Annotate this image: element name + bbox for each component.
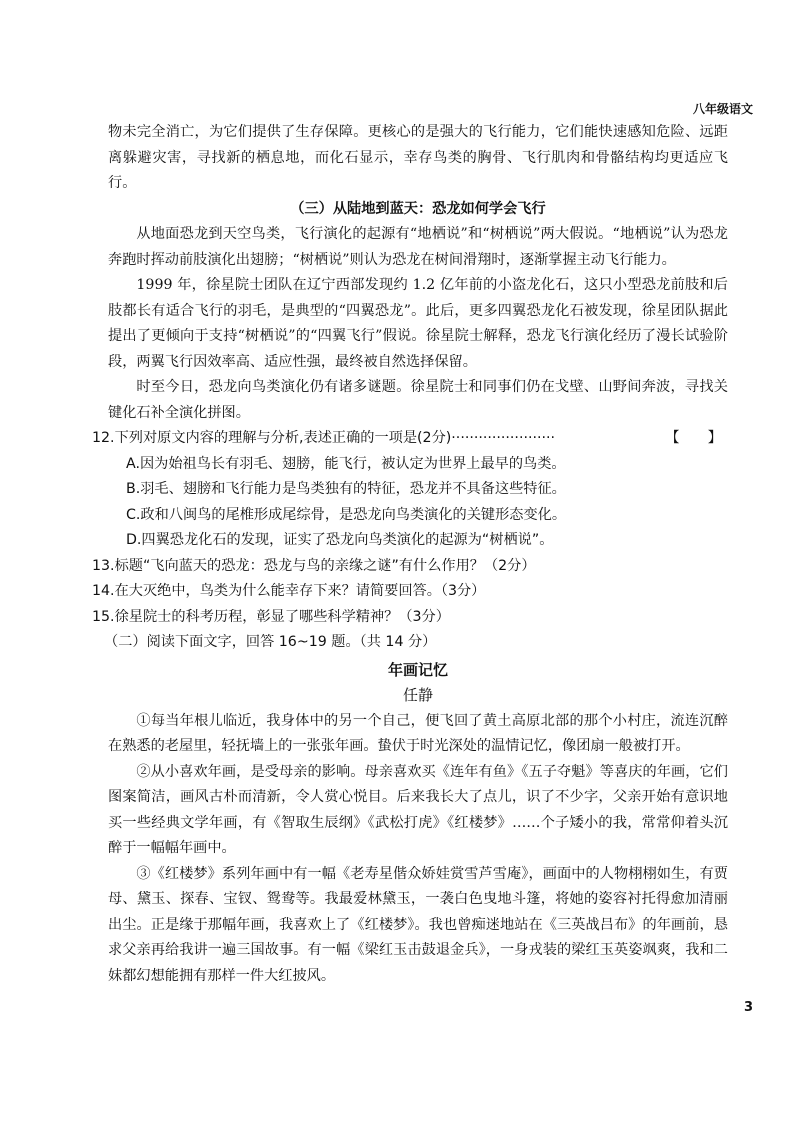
question-14: 14.在大灭绝中，鸟类为什么能幸存下来？请简要回答。（3分） [92, 583, 486, 599]
option-a: A.因为始祖鸟长有羽毛、翅膀，能飞行，被认定为世界上最早的鸟类。 [126, 455, 566, 472]
section-heading: （二）阅读下面文字，回答 16~19 题。（共 14 分） [104, 634, 437, 650]
question-12 [92, 426, 728, 452]
question-15: 15.徐星院士的科考历程，彰显了哪些科学精神？（3分） [92, 608, 450, 625]
paragraph: ①每当年根儿临近，我身体中的另一个自己，便飞回了黄土高原北部的那个小村庄，流连沉醉在熟悉的老屋里，轻抚墙上的一张张年画。蛰伏于时光深处的温情记忆，像团扇一般被打开。 [108, 712, 728, 754]
option-b: B.羽毛、翅膀和飞行能力是鸟类独有的特征，恐龙并不具备这些特征。 [126, 481, 566, 497]
paragraph: 时至今日，恐龙向鸟类演化仍有诸多谜题。徐星院士和同事们仍在戈壁、山野间奔波，寻找关键化石补全演化拼图。 [108, 379, 728, 421]
paragraph: ②从小喜欢年画，是受母亲的影响。母亲喜欢买《连年有鱼》《五子夺魁》等喜庆的年画，它们图案简洁，画风古朴而清新，令人赏心悦目。后来我长大了点儿，识了不少字，父亲开始有意识地买一些经典文学年画，有《智取生辰纲》《武松打虎》《红楼梦》……个子矮小的我，常常仰着头沉醉于一幅幅年画中。 [108, 763, 728, 856]
page-content [92, 120, 728, 989]
sub-heading: （三）从陆地到蓝天：恐龙如何学会飞行 [290, 200, 546, 217]
paragraph: ③《红楼梦》系列年画中有一幅《老寿星偕众娇娃赏雪芦雪庵》，画面中的人物栩栩如生，有贾母、黛玉、探春、宝钗、鸳鸯等。我最爱林黛玉，一袭白色曳地斗篷，将她的姿容衬托得愈加清丽出尘。正是缘于那幅年画，我喜欢上了《红楼梦》。我也曾痴迷地站在《三英战吕布》的年画前，恳求父亲再给我讲一遍三国故事。有一幅《梁红玉击鼓退金兵》，一身戎装的梁红玉英姿飒爽，我和二妹都幻想能拥有那样一件大红披风。 [108, 865, 728, 984]
option-c: C.政和八闽鸟的尾椎形成尾综骨，是恐龙向鸟类演化的关键形态变化。 [126, 506, 567, 523]
paragraph: 从地面恐龙到天空鸟类，飞行演化的起源有“地栖说”和“树栖说”两大假说。“地栖说”认为恐龙奔跑时挥动前肢演化出翅膀；“树栖说”则认为恐龙在树间滑翔时，逐渐掌握主动飞行能力。 [108, 226, 728, 268]
page-number: 3 [743, 1000, 753, 1015]
article-author: 任静 [402, 686, 433, 704]
answer-bracket: 【 】 [665, 430, 722, 446]
paragraph: 1999 年，徐星院士团队在辽宁西部发现约 1.2 亿年前的小盗龙化石，这只小型恐龙前肢和后肢都长有适合飞行的羽毛，是典型的“四翼恐龙”。此后，更多四翼恐龙化石被发现，徐星团队据此提出了更倾向于支持“树栖说”的“四翼飞行”假说。徐星院士解释，恐龙飞行演化经历了漫长试验阶段，两翼飞行因效率高、适应性强，最终被自然选择保留。 [108, 277, 728, 370]
option-d: D.四翼恐龙化石的发现，证实了恐龙向鸟类演化的起源为“树栖说”。 [126, 532, 554, 548]
question-12-text: 12.下列对原文内容的理解与分析,表述正确的一项是(2分)······················· [92, 430, 556, 446]
article-title: 年画记忆 [387, 660, 448, 679]
paragraph-continued: 物未完全消亡，为它们提供了生存保障。更核心的是强大的飞行能力，它们能快速感知危险、远距离躲避灾害，寻找新的栖息地，而化石显示，幸存鸟类的胸骨、飞行肌肉和骨骼结构均更适应飞行。 [108, 124, 728, 191]
question-13: 13.标题“飞向蓝天的恐龙：恐龙与鸟的亲缘之谜”有什么作用？（2分） [92, 557, 536, 574]
grade-subject-tag: 八年级语文 [692, 102, 753, 116]
